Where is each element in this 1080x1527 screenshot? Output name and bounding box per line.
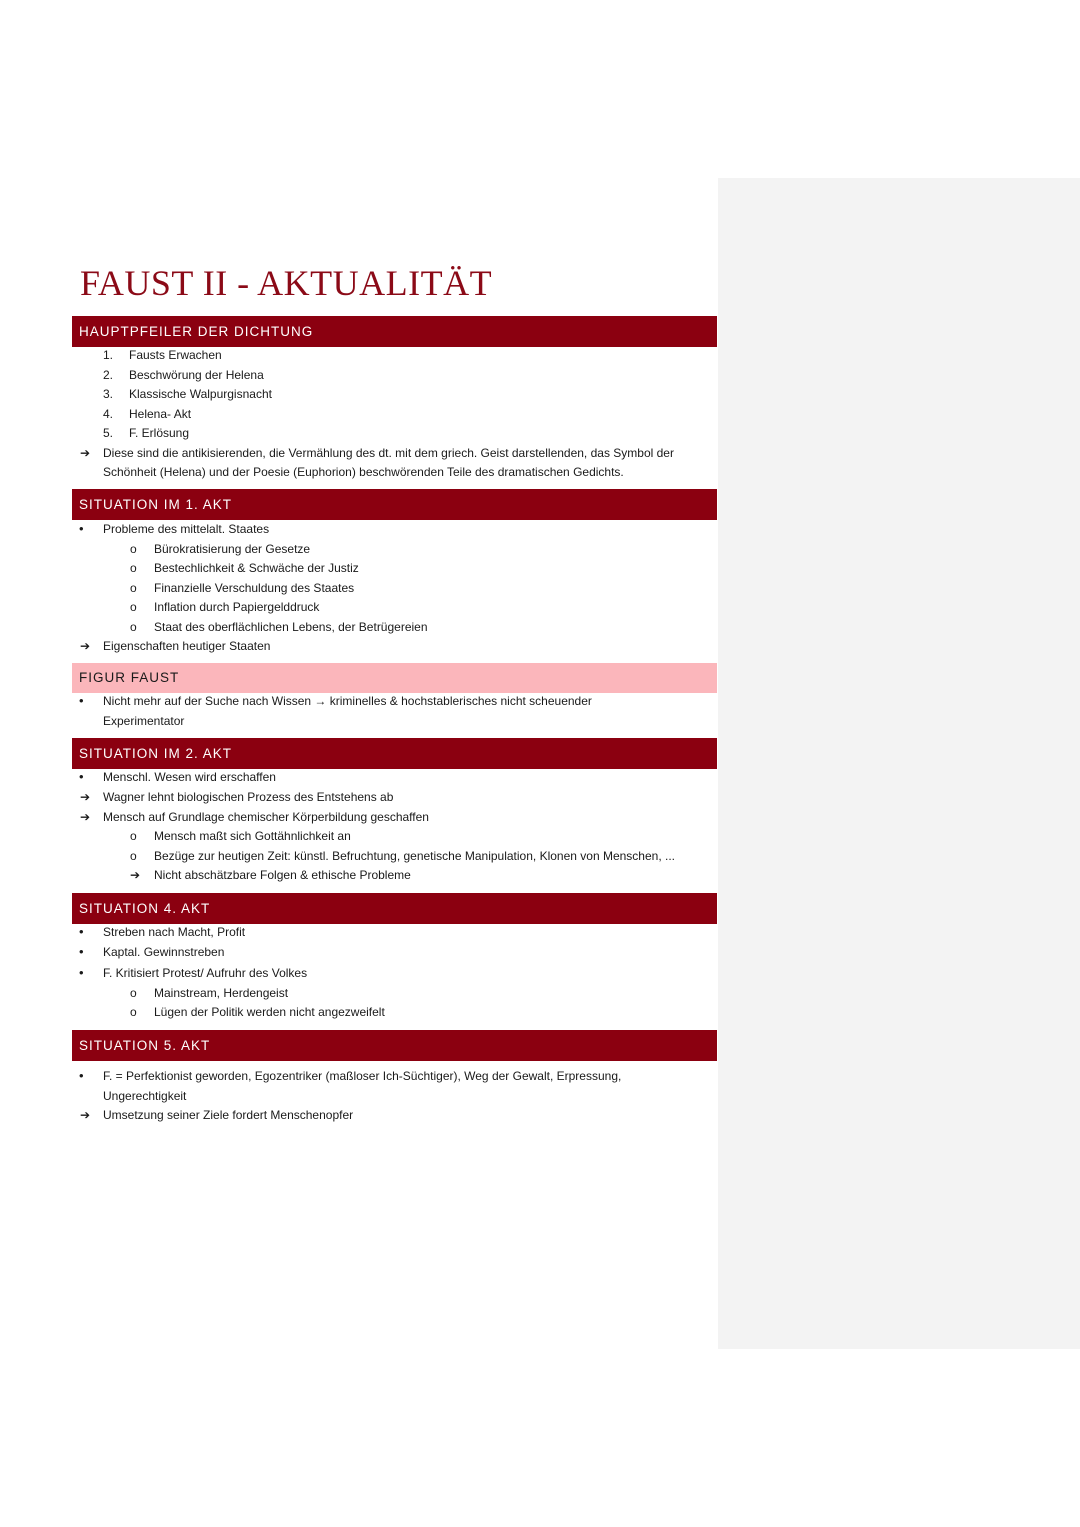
arrow-icon: ➔: [130, 868, 141, 882]
circle-bullet-icon: o: [130, 581, 137, 595]
arrow-icon: ➔: [80, 1108, 91, 1122]
sub-item: Staat des oberflächlichen Lebens, der Betrügereien: [154, 620, 428, 634]
section-heading-hauptpfeiler: HAUPTPFEILER DER DICHTUNG: [72, 316, 717, 347]
circle-bullet-icon: o: [130, 986, 137, 1000]
list-item: Fausts Erwachen: [129, 348, 222, 362]
section-heading-figur-faust: FIGUR FAUST: [72, 663, 717, 693]
bullet-icon: •: [79, 693, 84, 708]
circle-bullet-icon: o: [130, 620, 137, 634]
sub-item: Inflation durch Papiergelddruck: [154, 600, 320, 614]
arrow-text: Eigenschaften heutiger Staaten: [103, 639, 271, 653]
bullet-text: Menschl. Wesen wird erschaffen: [103, 770, 276, 784]
circle-bullet-icon: o: [130, 542, 137, 556]
arrow-text: Wagner lehnt biologischen Prozess des Entstehens ab: [103, 790, 394, 804]
sub-item: Bürokratisierung der Gesetze: [154, 542, 311, 556]
list-item: F. Erlösung: [129, 426, 190, 440]
bullet-icon: •: [79, 965, 84, 980]
arrow-text: Mensch auf Grundlage chemischer Körperbildung geschaffen: [103, 810, 429, 824]
bullet-icon: •: [79, 1068, 84, 1083]
circle-bullet-icon: o: [130, 561, 137, 575]
document-title: FAUST II - AKTUALITÄT: [80, 263, 493, 303]
bullet-icon: •: [79, 521, 84, 536]
arrow-icon: ➔: [80, 639, 91, 653]
bullet-icon: •: [79, 769, 84, 784]
bullet-icon: •: [79, 944, 84, 959]
sub-arrow-text: Nicht abschätzbare Folgen & ethische Probleme: [154, 868, 411, 882]
bullet-text: F. Kritisiert Protest/ Aufruhr des Volkes: [103, 966, 308, 980]
section-heading-akt5: SITUATION 5. AKT: [72, 1030, 717, 1061]
bullet-text: Probleme des mittelalt. Staates: [103, 522, 270, 536]
sub-item: Bezüge zur heutigen Zeit: künstl. Befruchtung, genetische Manipulation, Klonen von Menschen, ...: [154, 849, 675, 863]
list-item: Klassische Walpurgisnacht: [129, 387, 272, 401]
list-number: 4.: [103, 407, 114, 421]
circle-bullet-icon: o: [130, 1005, 137, 1019]
section-heading-akt2: SITUATION IM 2. AKT: [72, 738, 717, 769]
comment-pane: [718, 178, 1080, 1349]
list-number: 1.: [103, 348, 114, 362]
arrow-text: Umsetzung seiner Ziele fordert Menschenopfer: [103, 1108, 354, 1122]
circle-bullet-icon: o: [130, 600, 137, 614]
sub-item: Mainstream, Herdengeist: [154, 986, 289, 1000]
list-item: Helena- Akt: [129, 407, 192, 421]
bullet-text: Kaptal. Gewinnstreben: [103, 945, 225, 959]
circle-bullet-icon: o: [130, 849, 137, 863]
arrow-icon: ➔: [80, 446, 91, 460]
arrow-icon: ➔: [80, 790, 91, 804]
bullet-text-continued: Experimentator: [103, 714, 185, 728]
bullet-text: F. = Perfektionist geworden, Egozentriker (maßloser Ich-Süchtiger), Weg der Gewalt, Erpressung,: [103, 1069, 622, 1083]
arrow-text-continued: Schönheit (Helena) und der Poesie (Euphorion) beschwörenden Teile des dramatischen Gedichts.: [103, 465, 624, 479]
list-number: 3.: [103, 387, 114, 401]
sub-item: Mensch maßt sich Gottähnlichkeit an: [154, 829, 351, 843]
sub-item: Lügen der Politik werden nicht angezweifelt: [154, 1005, 385, 1019]
section-heading-akt1: SITUATION IM 1. AKT: [72, 489, 717, 520]
bullet-text-continued: Ungerechtigkeit: [103, 1089, 187, 1103]
list-number: 2.: [103, 368, 114, 382]
bullet-text: Nicht mehr auf der Suche nach Wissen → kriminelles & hochstablerisches nicht scheuender: [103, 694, 592, 708]
list-number: 5.: [103, 426, 114, 440]
arrow-text: Diese sind die antikisierenden, die Vermählung des dt. mit dem griech. Geist darstellenden, das Symbol der: [103, 446, 674, 460]
arrow-icon: ➔: [80, 810, 91, 824]
list-item: Beschwörung der Helena: [129, 368, 264, 382]
bullet-text: Streben nach Macht, Profit: [103, 925, 246, 939]
sub-item: Finanzielle Verschuldung des Staates: [154, 581, 355, 595]
section-heading-akt4: SITUATION 4. AKT: [72, 893, 717, 924]
sub-item: Bestechlichkeit & Schwäche der Justiz: [154, 561, 359, 575]
circle-bullet-icon: o: [130, 829, 137, 843]
bullet-icon: •: [79, 924, 84, 939]
